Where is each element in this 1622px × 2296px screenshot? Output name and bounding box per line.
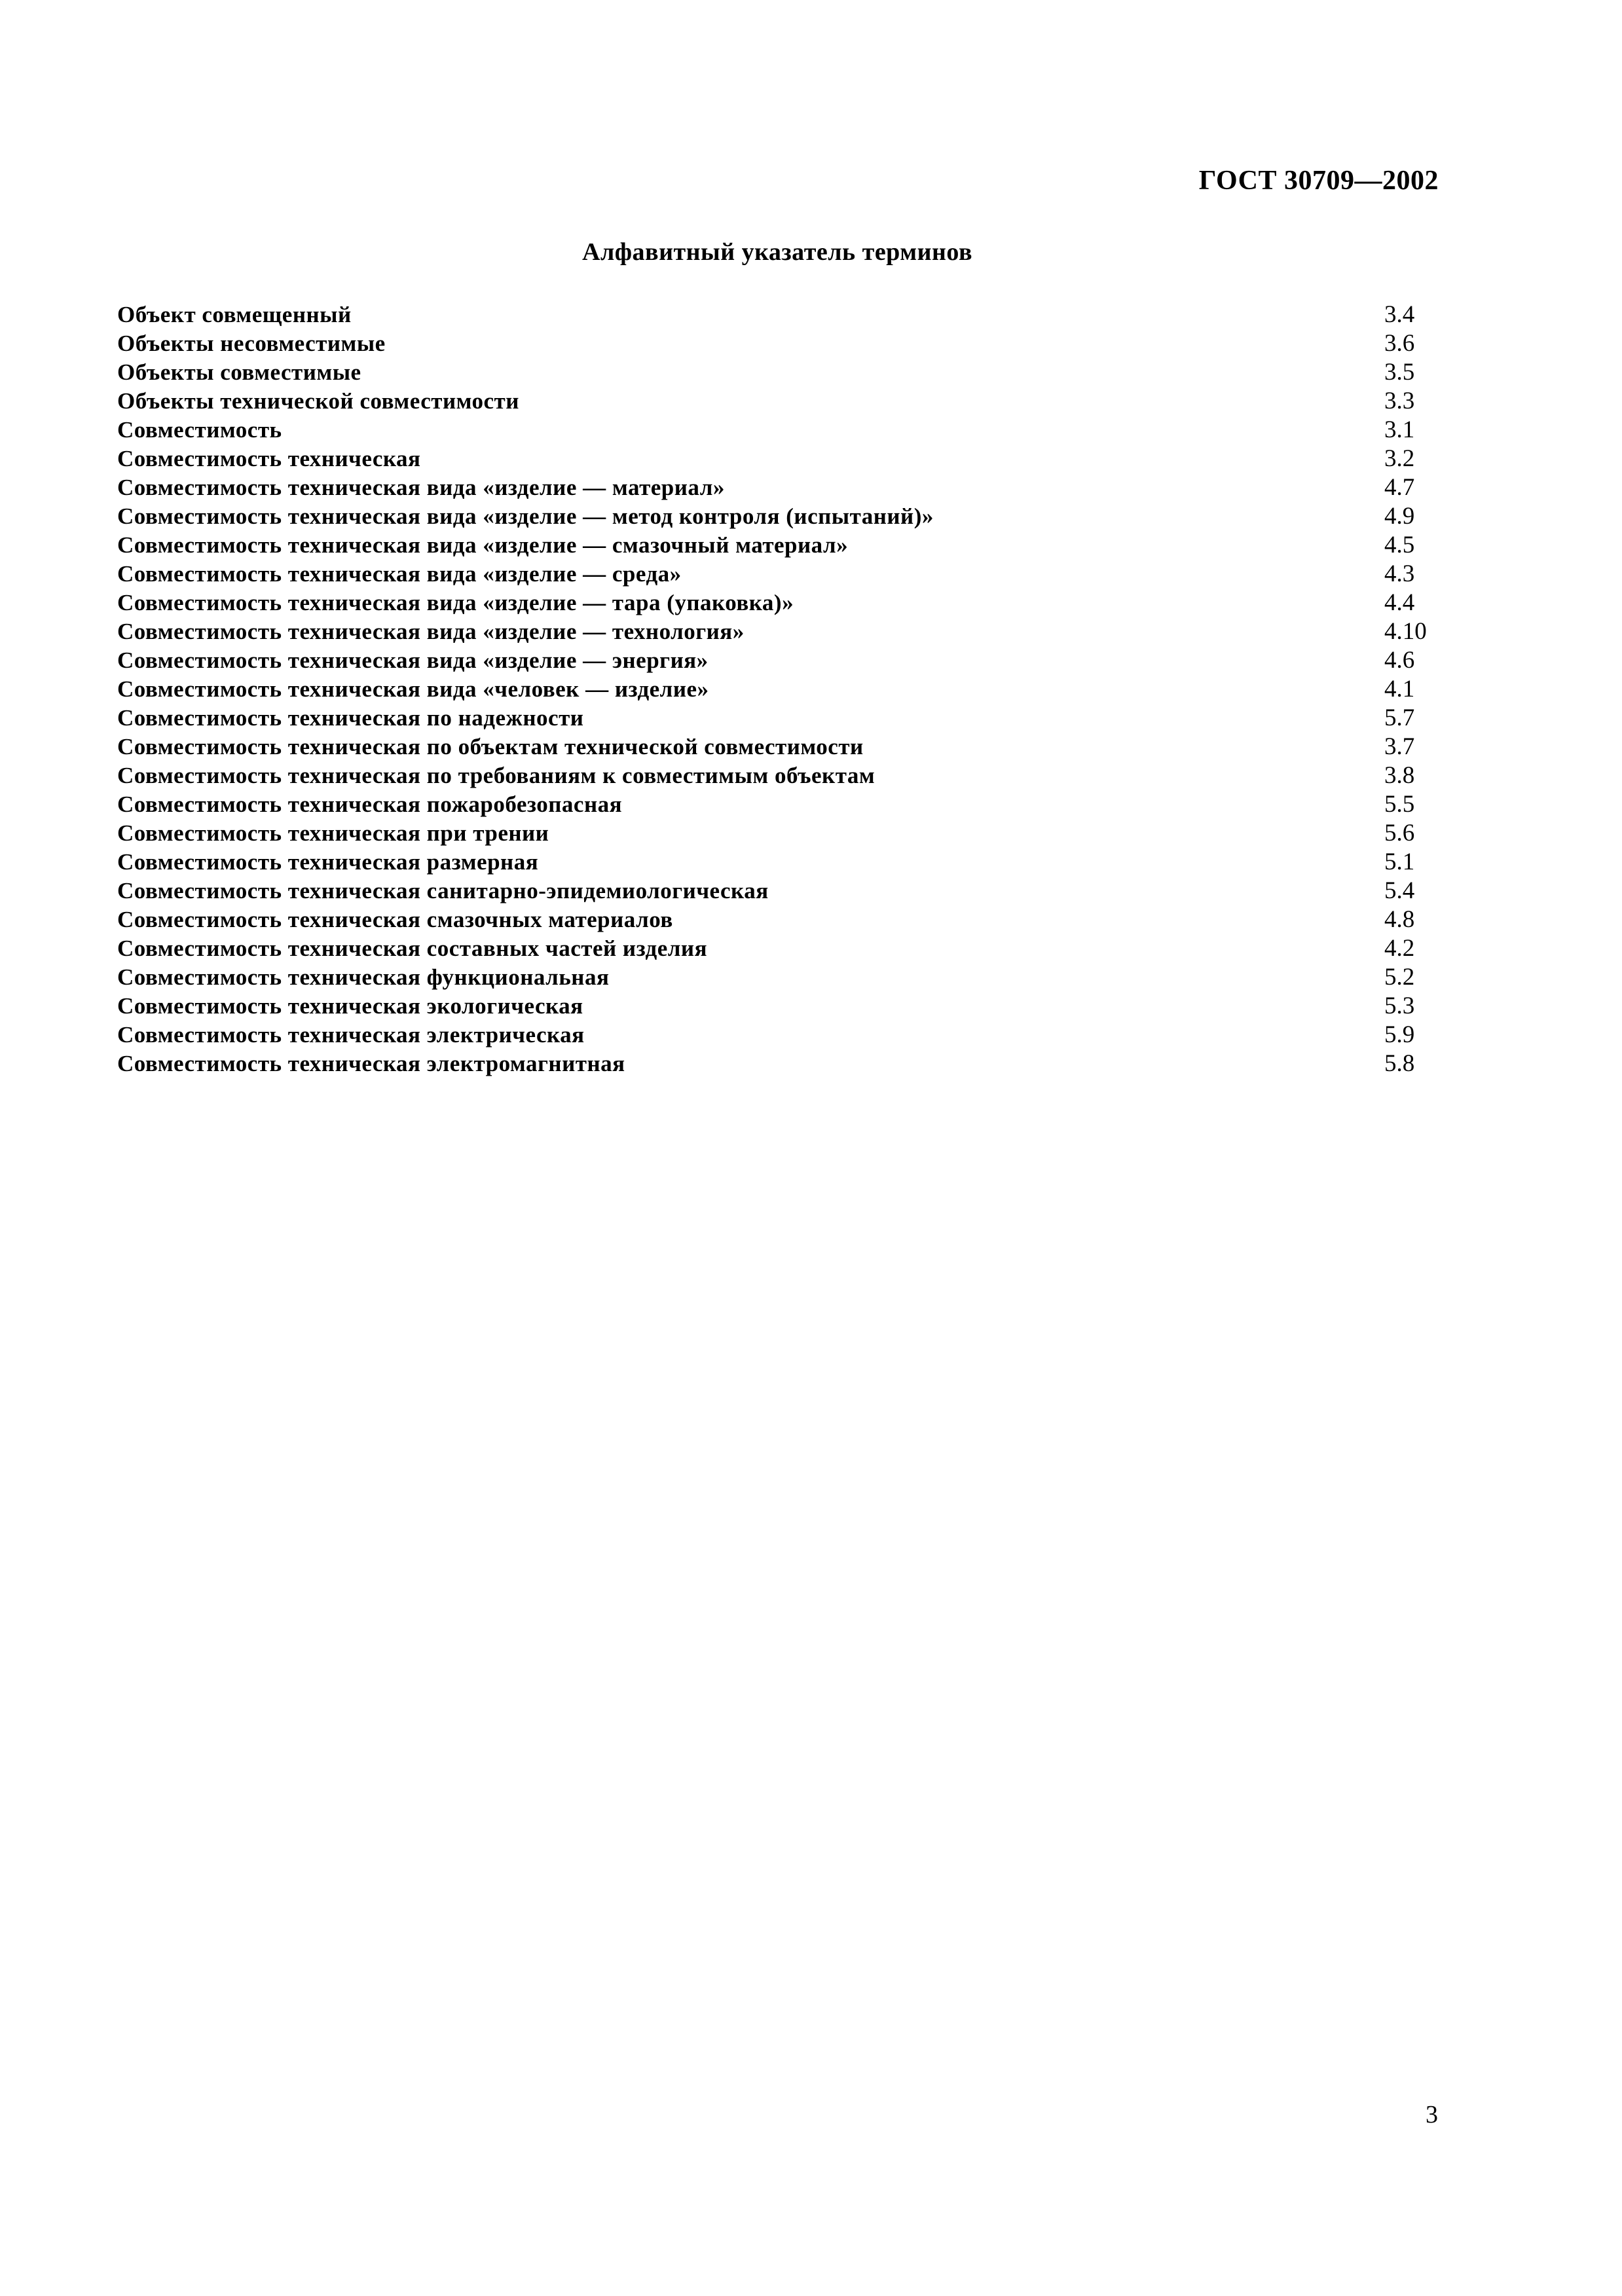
term-reference-number: 4.8 bbox=[1384, 906, 1415, 933]
term-reference-number: 5.5 bbox=[1384, 791, 1415, 818]
term-reference-number: 4.1 bbox=[1384, 676, 1415, 702]
term-row bbox=[117, 733, 1447, 761]
term-text: Совместимость техническая вида «изделие — метод контроля (испытаний)» bbox=[117, 503, 934, 529]
term-reference-number: 4.2 bbox=[1384, 935, 1415, 962]
term-row bbox=[117, 704, 1447, 733]
term-row bbox=[117, 531, 1447, 560]
term-text: Совместимость техническая смазочных материалов bbox=[117, 907, 673, 932]
term-row bbox=[117, 560, 1447, 589]
term-row bbox=[117, 589, 1447, 617]
term-row bbox=[117, 819, 1447, 848]
term-text: Совместимость техническая вида «изделие — энергия» bbox=[117, 647, 709, 673]
term-reference-number: 4.5 bbox=[1384, 532, 1415, 558]
term-reference-number: 3.2 bbox=[1384, 445, 1415, 472]
term-reference-number: 5.8 bbox=[1384, 1050, 1415, 1077]
term-row bbox=[117, 358, 1447, 387]
term-row bbox=[117, 445, 1447, 473]
term-text: Совместимость техническая вида «изделие — тара (упаковка)» bbox=[117, 590, 794, 615]
term-row bbox=[117, 387, 1447, 416]
term-reference-number: 3.4 bbox=[1384, 301, 1415, 328]
term-reference-number: 5.2 bbox=[1384, 964, 1415, 991]
term-reference-number: 5.3 bbox=[1384, 993, 1415, 1019]
term-row bbox=[117, 473, 1447, 502]
term-text: Совместимость техническая по требованиям к совместимым объектам bbox=[117, 763, 876, 788]
terms-index-list bbox=[117, 301, 1447, 1078]
term-text: Совместимость техническая электромагнитная bbox=[117, 1051, 625, 1076]
term-text: Совместимость техническая экологическая bbox=[117, 993, 583, 1019]
term-reference-number: 4.6 bbox=[1384, 647, 1415, 674]
term-reference-number: 5.6 bbox=[1384, 820, 1415, 847]
term-reference-number: 3.7 bbox=[1384, 733, 1415, 760]
term-row bbox=[117, 963, 1447, 992]
term-reference-number: 5.1 bbox=[1384, 848, 1415, 875]
term-row bbox=[117, 877, 1447, 905]
term-text: Объект совмещенный bbox=[117, 302, 352, 327]
term-reference-number: 4.4 bbox=[1384, 589, 1415, 616]
term-text: Совместимость техническая составных частей изделия bbox=[117, 936, 708, 961]
term-row bbox=[117, 617, 1447, 646]
index-title: Алфавитный указатель терминов bbox=[582, 238, 972, 266]
term-row bbox=[117, 848, 1447, 877]
term-reference-number: 3.5 bbox=[1384, 359, 1415, 386]
term-text: Совместимость техническая вида «изделие — материал» bbox=[117, 475, 725, 500]
term-row bbox=[117, 1021, 1447, 1049]
term-row bbox=[117, 301, 1447, 329]
term-row bbox=[117, 675, 1447, 704]
term-row bbox=[117, 761, 1447, 790]
term-reference-number: 4.10 bbox=[1384, 618, 1427, 645]
term-row bbox=[117, 992, 1447, 1021]
term-row bbox=[117, 646, 1447, 675]
document-code: ГОСТ 30709—2002 bbox=[1198, 166, 1439, 196]
term-reference-number: 5.9 bbox=[1384, 1021, 1415, 1048]
term-text: Совместимость техническая по надежности bbox=[117, 705, 584, 731]
term-text: Совместимость техническая вида «изделие — смазочный материал» bbox=[117, 532, 849, 558]
term-row bbox=[117, 905, 1447, 934]
term-text: Совместимость техническая функциональная bbox=[117, 964, 610, 990]
term-reference-number: 5.4 bbox=[1384, 877, 1415, 904]
term-row bbox=[117, 329, 1447, 358]
term-row bbox=[117, 934, 1447, 963]
term-reference-number: 4.9 bbox=[1384, 503, 1415, 530]
term-reference-number: 4.7 bbox=[1384, 474, 1415, 501]
term-text: Совместимость техническая санитарно-эпидемиологическая bbox=[117, 878, 769, 903]
term-row bbox=[117, 502, 1447, 531]
term-text: Объекты совместимые bbox=[117, 359, 361, 385]
term-text: Совместимость техническая пожаробезопасная bbox=[117, 792, 623, 817]
term-reference-number: 3.1 bbox=[1384, 416, 1415, 443]
term-text: Совместимость техническая вида «изделие — среда» bbox=[117, 561, 682, 587]
term-reference-number: 3.8 bbox=[1384, 762, 1415, 789]
term-reference-number: 3.6 bbox=[1384, 330, 1415, 357]
term-text: Совместимость техническая вида «изделие — технология» bbox=[117, 619, 745, 644]
term-row bbox=[117, 416, 1447, 445]
term-text: Совместимость bbox=[117, 417, 282, 443]
term-text: Объекты технической совместимости bbox=[117, 388, 519, 414]
term-text: Совместимость техническая bbox=[117, 446, 421, 471]
term-text: Совместимость техническая по объектам технической совместимости bbox=[117, 734, 864, 759]
term-reference-number: 4.3 bbox=[1384, 560, 1415, 587]
page-number: 3 bbox=[1426, 2101, 1438, 2128]
term-text: Совместимость техническая вида «человек — изделие» bbox=[117, 676, 709, 702]
term-reference-number: 5.7 bbox=[1384, 704, 1415, 731]
term-text: Совместимость техническая при трении bbox=[117, 820, 549, 846]
term-text: Объекты несовместимые bbox=[117, 331, 386, 356]
term-row bbox=[117, 1049, 1447, 1078]
term-reference-number: 3.3 bbox=[1384, 388, 1415, 414]
term-text: Совместимость техническая размерная bbox=[117, 849, 539, 875]
term-text: Совместимость техническая электрическая bbox=[117, 1022, 585, 1048]
term-row bbox=[117, 790, 1447, 819]
